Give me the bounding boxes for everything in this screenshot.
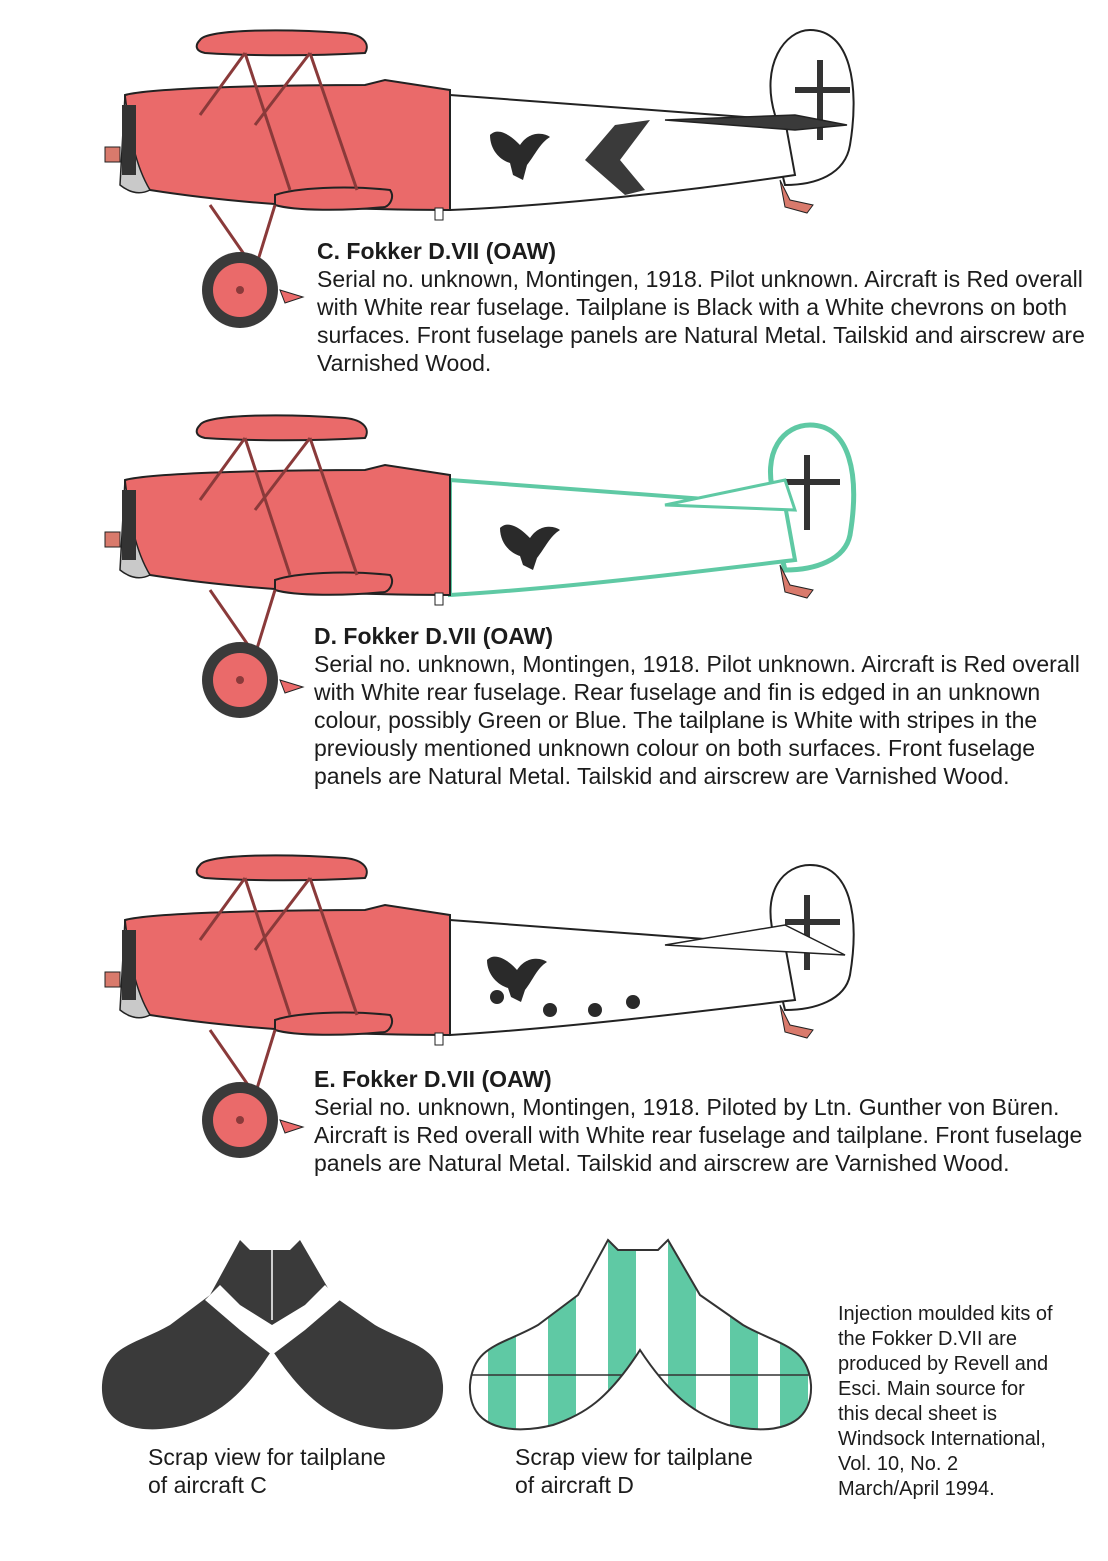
scrap-label-c: Scrap view for tailplane of aircraft C bbox=[148, 1444, 386, 1498]
tailplane-d-scrap bbox=[468, 1235, 813, 1440]
caption-body: Serial no. unknown, Montingen, 1918. Pilot unknown. Aircraft is Red overall with White rear fuselage. Rear fuselage and fin is edged in an unknown colour, possibly Green or Blue. The tailplane is White with stripes in the previously mentioned unknown colour on both surfaces. Front fuselage panels are Natural Metal. Tailskid and airscrew are Varnished Wood. bbox=[314, 651, 1080, 789]
caption-title: D. Fokker D.VII (OAW) bbox=[314, 623, 553, 649]
caption-body: Serial no. unknown, Montingen, 1918. Pilot unknown. Aircraft is Red overall with White rear fuselage. Tailplane is Black with a White chevrons on both surfaces. Front fuselage panels are Natural Metal. Tailskid and airscrew are Varnished Wood. bbox=[317, 266, 1085, 376]
caption-aircraft-e bbox=[314, 1065, 1084, 1177]
caption-aircraft-d bbox=[314, 622, 1089, 790]
caption-title: E. Fokker D.VII (OAW) bbox=[314, 1066, 552, 1092]
caption-title: C. Fokker D.VII (OAW) bbox=[317, 238, 556, 264]
caption-aircraft-c bbox=[317, 237, 1087, 377]
tailplane-c-scrap bbox=[100, 1230, 445, 1440]
scrap-label-d: Scrap view for tailplane of aircraft D bbox=[515, 1444, 753, 1498]
source-note: Injection moulded kits of the Fokker D.VII are produced by Revell and Esci. Main source for this decal sheet is Windsock International, Vol. 10, No. 2 March/April 1994. bbox=[838, 1303, 1053, 1500]
caption-body: Serial no. unknown, Montingen, 1918. Piloted by Ltn. Gunther von Büren. Aircraft is Red overall with White rear fuselage and tailplane. Front fuselage panels are Natural Metal. Tailskid and airscrew are Varnished Wood. bbox=[314, 1094, 1083, 1176]
